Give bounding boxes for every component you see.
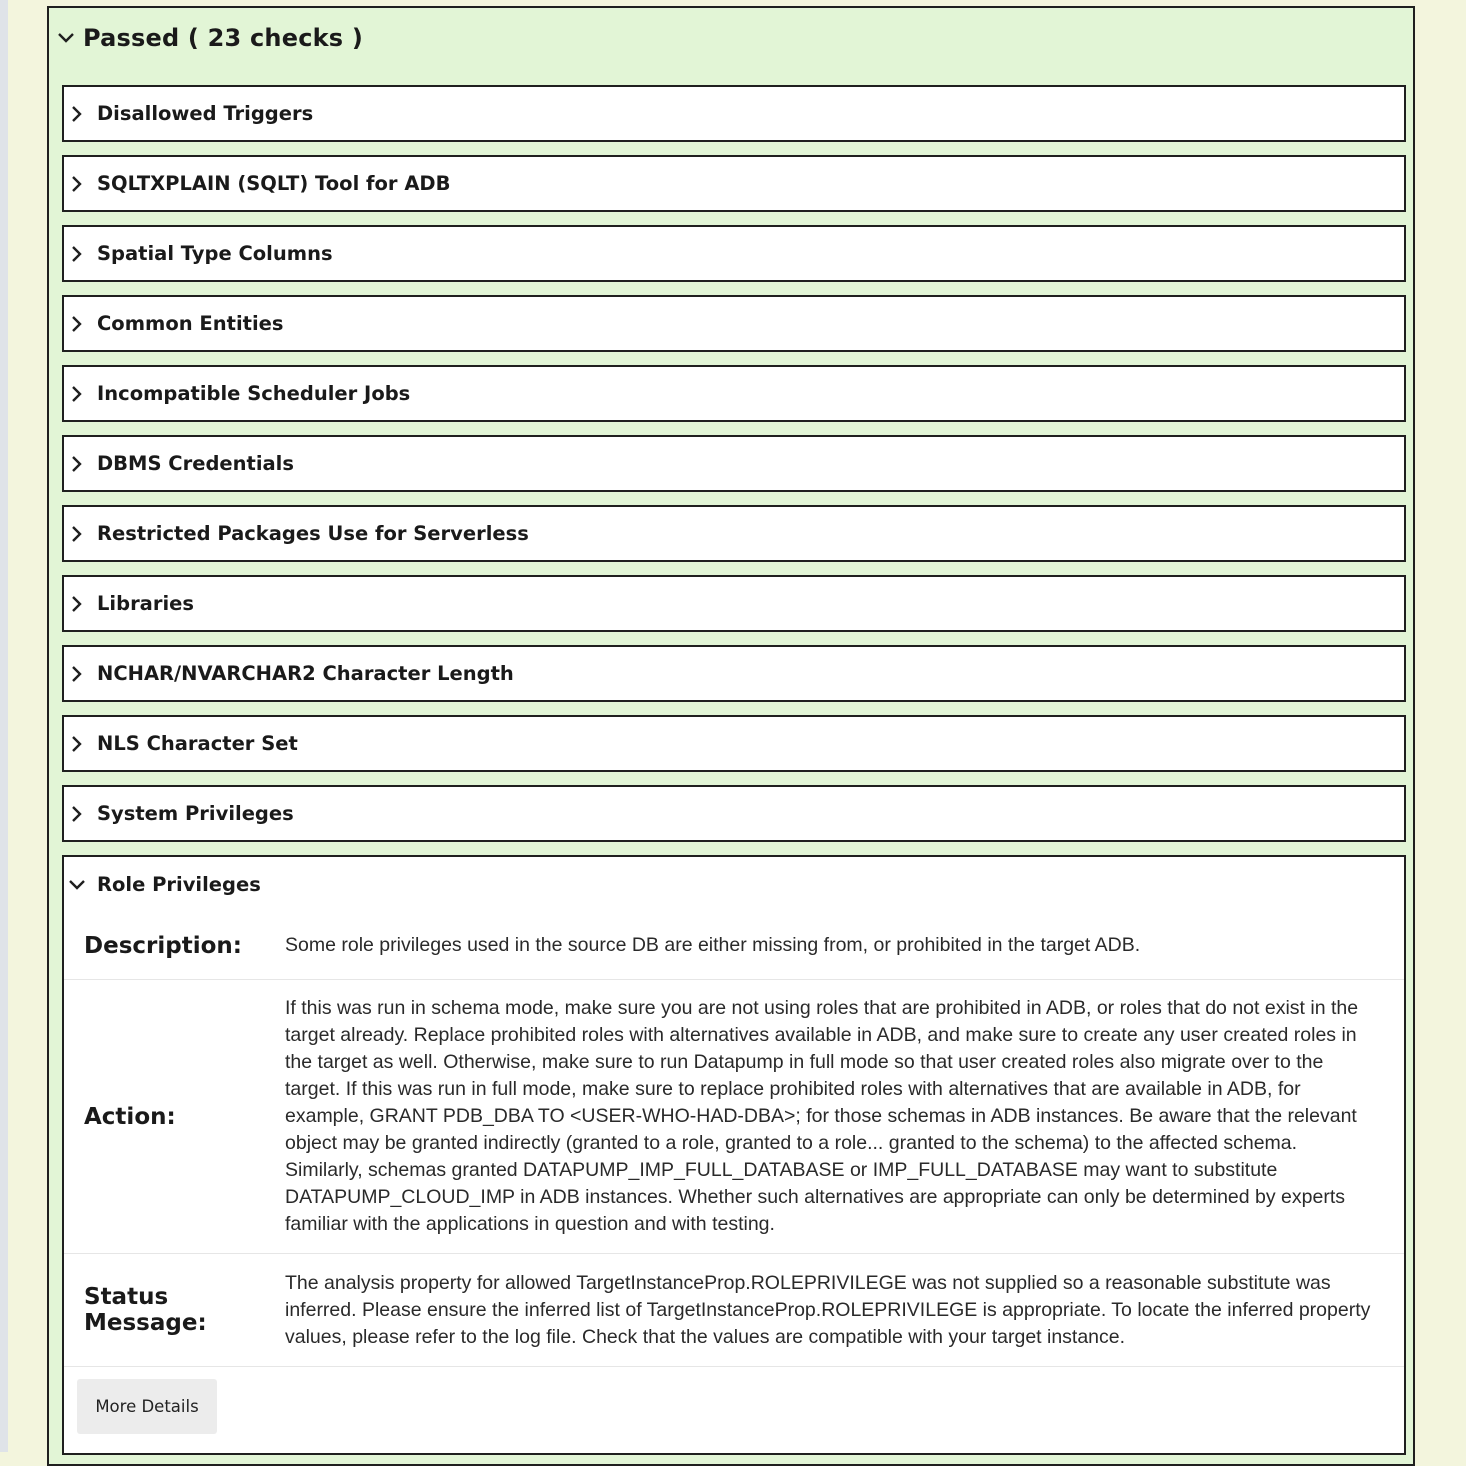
check-item-nls-character-set[interactable]: [62, 715, 1406, 772]
status-message-row: [64, 1254, 1404, 1367]
description-label: Description:: [84, 932, 242, 959]
action-row: [64, 980, 1404, 1254]
check-item-dbms-credentials[interactable]: [62, 435, 1406, 492]
description-row: [64, 912, 1404, 980]
check-label: DBMS Credentials: [97, 452, 294, 475]
check-label: Spatial Type Columns: [97, 242, 333, 265]
window-left-edge: [0, 0, 8, 1452]
check-label: Incompatible Scheduler Jobs: [97, 382, 411, 405]
check-item-nchar-length[interactable]: [62, 645, 1406, 702]
check-item-common-entities[interactable]: [62, 295, 1406, 352]
status-message-value: The analysis property for allowed TargetInstanceProp.ROLEPRIVILEGE was not supplied so a reasonable substitute was inferred. Please ensure the inferred list of TargetInstanceProp.ROLEPRIVILEGE is appropriate. To locate the inferred property values, please refer to the log file. Check that the values are compatible with your target instance.: [285, 1271, 1371, 1348]
check-item-restricted-packages[interactable]: [62, 505, 1406, 562]
chevron-right-icon: [66, 383, 88, 405]
action-value: If this was run in schema mode, make sure you are not using roles that are prohibited in ADB, or roles that do not exist in the target already. Replace prohibited roles with alternatives available in ADB, and make sure to create any user created roles in the target as well. Otherwise, make sure to run Datapump in full mode so that user created roles also migrate over to the target. If this was run in full mode, make sure to replace prohibited roles with alternatives that are available in ADB, for example, GRANT PDB_DBA TO <USER-WHO-HAD-DBA>; for those schemas in ADB instances. Be aware that the relevant object may be granted indirectly (granted to a role, granted to a role... granted to the schema) to the affected schema. Similarly, schemas granted DATAPUMP_IMP_FULL_DATABASE or IMP_FULL_DATABASE may want to substitute DATAPUMP_CLOUD_IMP in ADB instances. Whether such alternatives are appropriate can only be determined by experts familiar with the applications in question and with testing.: [285, 997, 1359, 1235]
check-label: NLS Character Set: [97, 732, 298, 755]
check-label: System Privileges: [97, 802, 294, 825]
more-details-button[interactable]: More Details: [77, 1379, 217, 1434]
chevron-right-icon: [66, 313, 88, 335]
check-label: Disallowed Triggers: [97, 102, 314, 125]
passed-section-title: Passed ( 23 checks ): [83, 24, 363, 52]
check-label: NCHAR/NVARCHAR2 Character Length: [97, 662, 514, 685]
passed-section: [47, 6, 1415, 1466]
chevron-right-icon: [66, 523, 88, 545]
more-details-wrap: [64, 1367, 1404, 1434]
check-item-system-privileges[interactable]: [62, 785, 1406, 842]
check-label: Common Entities: [97, 312, 284, 335]
role-privileges-header[interactable]: [64, 857, 1404, 912]
chevron-right-icon: [66, 803, 88, 825]
action-label: Action:: [84, 1103, 176, 1130]
chevron-right-icon: [66, 733, 88, 755]
check-label: Restricted Packages Use for Serverless: [97, 522, 529, 545]
check-label: Role Privileges: [97, 873, 261, 896]
check-label: Libraries: [97, 592, 194, 615]
chevron-right-icon: [66, 243, 88, 265]
chevron-right-icon: [66, 593, 88, 615]
check-item-incompatible-scheduler-jobs[interactable]: [62, 365, 1406, 422]
chevron-down-icon: [55, 27, 77, 49]
chevron-right-icon: [66, 453, 88, 475]
description-value: Some role privileges used in the source DB are either missing from, or prohibited in the target ADB.: [285, 934, 1141, 956]
check-item-spatial-type-columns[interactable]: [62, 225, 1406, 282]
check-item-sqltxplain[interactable]: [62, 155, 1406, 212]
status-message-label: Status Message:: [84, 1284, 207, 1336]
check-label: SQLTXPLAIN (SQLT) Tool for ADB: [97, 172, 451, 195]
check-item-role-privileges: [62, 855, 1406, 1455]
check-item-disallowed-triggers[interactable]: [62, 85, 1406, 142]
chevron-right-icon: [66, 103, 88, 125]
check-list: [62, 85, 1406, 1455]
chevron-right-icon: [66, 663, 88, 685]
chevron-right-icon: [66, 173, 88, 195]
check-item-libraries[interactable]: [62, 575, 1406, 632]
chevron-down-icon: [66, 874, 88, 896]
passed-section-header[interactable]: [49, 8, 1413, 68]
